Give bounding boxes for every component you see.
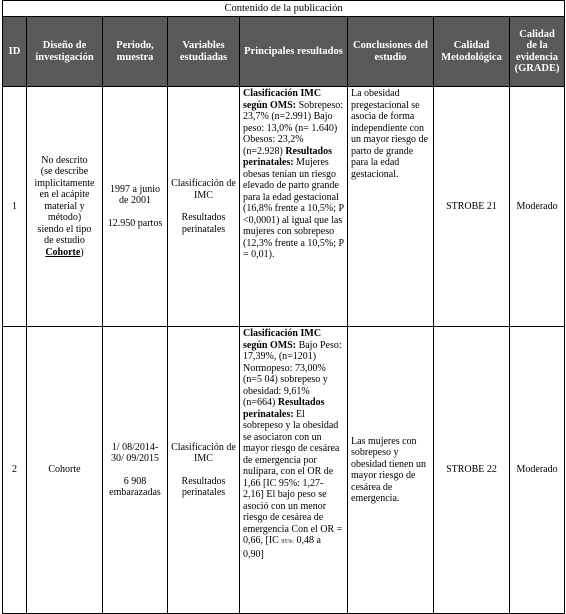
header-design: Diseño de investigación xyxy=(27,17,103,87)
variable-item: Clasificación de IMC xyxy=(171,178,236,201)
design-cell: Cohorte xyxy=(27,327,103,614)
design-line: en el acápite xyxy=(39,189,90,201)
results-heading: Clasificación IMC según OMS: xyxy=(243,88,322,111)
header-quality: Calidad Metodológica xyxy=(434,17,510,87)
design-emphasis: Cohorte xyxy=(45,246,81,258)
results-text: 0,48 a 0,90] xyxy=(243,535,321,560)
results-heading: Resultados perinatales: xyxy=(243,397,325,420)
evidence-cell: Moderado xyxy=(510,327,565,614)
period-text: 30/ 09/2015 xyxy=(110,453,160,464)
header-id: ID xyxy=(3,17,27,87)
variables-cell xyxy=(168,327,240,614)
design-line: (se describe xyxy=(40,166,89,178)
header-conclusions: Conclusiones del estudio xyxy=(348,17,434,87)
table-row xyxy=(3,327,565,614)
results-text: El sobrepeso y la obesidad se asociaron con un mayor riesgo de cesárea de emergencia por nulípara, con el OR de 1,66 [IC 95%: 1,27-2,16] El bajo peso se asoció con un menor riesgo de cesárea de emergencia Con el OR = 0,66, [IC xyxy=(243,408,343,546)
results-heading: Clasificación IMC según OMS: xyxy=(243,328,322,351)
variable-item: Resultados perinatales xyxy=(181,212,226,235)
conclusion-cell: Las mujeres con sobrepeso y obesidad tienen un mayor riesgo de cesárea de emergencia. xyxy=(348,327,434,614)
results-text: Sobrepeso: 23,7% (n=2.991) Bajo peso: 13,0% (n= 1.640) Obesos: 23,2% (n=2.928) xyxy=(243,99,344,157)
sample-text: 6 908 embarazadas xyxy=(109,475,161,498)
conclusion-cell: La obesidad pregestacional se asocia de forma independiente con un mayor riesgo de parto de grande para la edad gestacional. xyxy=(348,87,434,327)
results-text-small: 95%: xyxy=(281,539,295,545)
header-results: Principales resultados xyxy=(240,17,348,87)
variable-item: Clasificación de IMC xyxy=(171,441,236,464)
header-period: Periodo, muestra xyxy=(103,17,168,87)
design-line: No descrito xyxy=(41,154,88,166)
header-variables: Variables estudiadas xyxy=(168,17,240,87)
design-line: de estudio xyxy=(44,235,85,247)
table-header-row xyxy=(3,17,565,87)
sample-text: 12.950 partos xyxy=(107,217,163,229)
results-text: Bajo Peso: 17,39%, (n=1201) Normopeso: 73,00% (n=5 04) sobrepeso y obesidad: 9,61% (n=664) xyxy=(243,339,342,408)
results-heading: Resultados perinatales: xyxy=(243,145,332,168)
results-text: Mujeres obesas tenían un riesgo elevado de parto grande para la edad gestacional (16,8% frente a 10,5%; P <0,0001) al igual que las mujeres con sobrepeso (12,3% frente a 10,5%; P = 0,01). xyxy=(243,157,344,260)
row-id: 2 xyxy=(3,327,27,614)
period-cell xyxy=(103,327,168,614)
design-line: implícitamente xyxy=(34,177,95,189)
table-caption-row xyxy=(3,1,565,17)
table-caption: Contenido de la publicación xyxy=(3,1,565,17)
evidence-cell: Moderado xyxy=(510,87,565,327)
period-text: 1997 a junio de 2001 xyxy=(110,183,160,207)
quality-cell: STROBE 22 xyxy=(434,327,510,614)
period-cell xyxy=(103,87,168,327)
design-cell xyxy=(27,87,103,327)
results-cell xyxy=(240,327,348,614)
variable-item: Resultados perinatales xyxy=(181,475,226,498)
design-line: método) xyxy=(47,212,82,224)
table-row xyxy=(3,87,565,327)
period-text: 1/ 08/2014- xyxy=(111,441,159,453)
variables-cell xyxy=(168,87,240,327)
design-line: siendo el tipo xyxy=(37,223,92,235)
row-id: 1 xyxy=(3,87,27,327)
header-evidence: Calidad de la evidencia (GRADE) xyxy=(510,17,565,87)
results-cell xyxy=(240,87,348,327)
publication-table xyxy=(2,0,565,614)
design-line: material y xyxy=(44,200,85,212)
design-close: ) xyxy=(80,246,84,258)
quality-cell: STROBE 21 xyxy=(434,87,510,327)
